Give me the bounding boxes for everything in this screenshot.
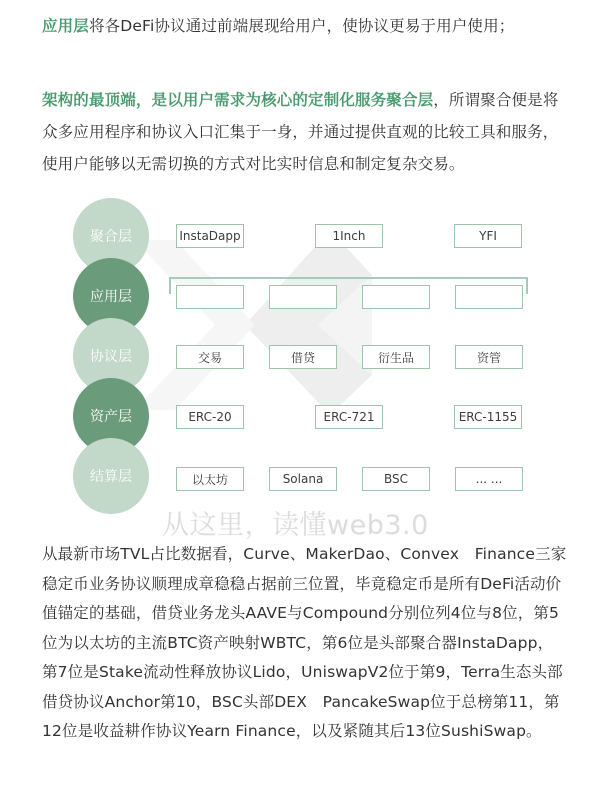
aggregation-text: ，所谓聚合便是将众多应用程序和协议入口汇集于一身，并通过提供直观的比较工具和服务，使用户能够以无需切换的方式对比实时信息和制定复杂交易。	[42, 91, 559, 173]
app-layer-highlight: 应用层	[42, 17, 89, 35]
aggregation-item-box: InstaDapp	[176, 224, 244, 248]
layer-label-protocol: 协议层	[90, 349, 132, 365]
settlement-item-box: 以太坊	[176, 467, 244, 491]
layer-circle-settlement	[73, 438, 149, 514]
asset-item-box: ERC-1155	[454, 405, 522, 429]
aggregation-item-box: YFI	[454, 224, 522, 248]
application-item-box	[362, 285, 430, 309]
settlement-item-box: BSC	[362, 467, 430, 491]
application-item-box	[269, 285, 337, 309]
protocol-item-box: 衍生品	[362, 345, 430, 369]
defi-architecture-diagram	[0, 190, 600, 550]
application-item-box	[176, 285, 244, 309]
layer-label-application: 应用层	[90, 289, 132, 305]
aggregation-paragraph	[42, 84, 567, 180]
tvl-ranking-paragraph: 从最新市场TVL占比数据看，Curve、MakerDao、Convex Finance三家稳定币业务协议顺理成章稳稳占据前三位置，毕竟稳定币是所有DeFi活动价值锚定的基础，借贷业务龙头AAVE与Compound分别位列4位与8位，第5位为以太坊的主流BTC资产映射WBTC，第6位是头部聚合器InstaDapp，第7位是Stake流动性释放协议Lido，UniswapV2位于第9，Terra生态头部借贷协议Anchor第10，BSC头部DEX PancakeSwap位于总榜第11，第12位是收益耕作协议Yearn Finance，以及紧随其后13位SushiSwap。	[42, 545, 567, 740]
asset-item-box: ERC-721	[315, 405, 383, 429]
aggregation-highlight: 架构的最顶端，是以用户需求为核心的定制化服务聚合层	[42, 91, 434, 109]
layer-label-settlement: 结算层	[90, 469, 132, 485]
protocol-item-box: 交易	[176, 345, 244, 369]
application-item-box	[455, 285, 523, 309]
app-layer-text: 将各DeFi协议通过前端展现给用户，使协议更易于用户使用；	[88, 17, 515, 35]
app-layer-paragraph	[42, 10, 567, 42]
protocol-item-box: 借贷	[269, 345, 337, 369]
watermark-text: 从这里，读懂web3.0	[162, 510, 429, 541]
asset-item-box: ERC-20	[176, 405, 244, 429]
settlement-item-box: Solana	[269, 467, 337, 491]
protocol-item-box: 资管	[455, 345, 523, 369]
layer-label-aggregation: 聚合层	[90, 229, 132, 245]
aggregation-item-box: 1Inch	[315, 224, 383, 248]
settlement-item-box: ... ...	[455, 467, 523, 491]
layer-label-asset: 资产层	[90, 409, 132, 425]
